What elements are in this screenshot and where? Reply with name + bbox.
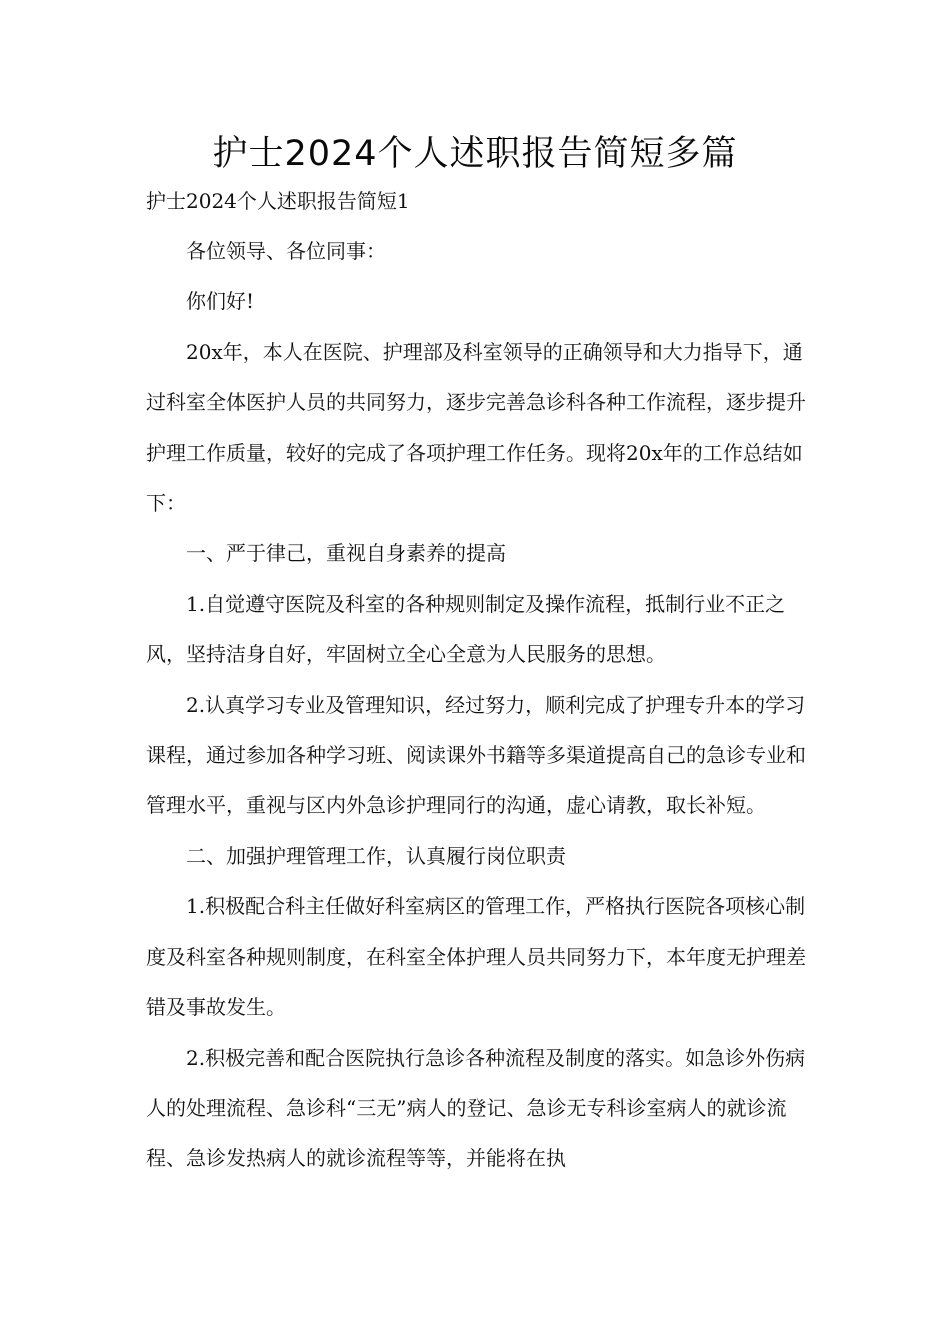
paragraph-item-2-1: 1.积极配合科主任做好科室病区的管理工作，严格执行医院各项核心制度及科室各种规则制度，在科室全体护理人员共同努力下，本年度无护理差错及事故发生。	[146, 894, 806, 1020]
section-subtitle: 护士2024个人述职报告简短1	[146, 189, 410, 213]
paragraph-greeting: 各位领导、各位同事：	[186, 239, 386, 263]
paragraph-item-1-1: 1.自觉遵守医院及科室的各种规则制定及操作流程，抵制行业不正之风，坚持洁身自好，牢固树立全心全意为人民服务的思想。	[146, 591, 786, 667]
paragraph-intro: 20x年，本人在医院、护理部及科室领导的正确领导和大力指导下，通过科室全体医护人员的共同努力，逐步完善急诊科各种工作流程，逐步提升护理工作质量，较好的完成了各项护理工作任务。现将20x年的工作总结如下：	[146, 339, 806, 516]
document-title: 护士2024个人述职报告简短多篇	[212, 134, 738, 174]
document-body	[146, 226, 822, 1184]
section-heading-2: 二、加强护理管理工作，认真履行岗位职责	[186, 843, 566, 868]
section-heading-1: 一、严于律己，重视自身素养的提高	[186, 541, 506, 566]
paragraph-item-1-2: 2.认真学习专业及管理知识，经过努力，顺利完成了护理专升本的学习课程，通过参加各种学习班、阅读课外书籍等多渠道提高自己的急诊专业和管理水平，重视与区内外急诊护理同行的沟通，虚心请教，取长补短。	[146, 692, 806, 818]
paragraph-salutation: 你们好!	[186, 289, 255, 314]
paragraph-item-2-2: 2.积极完善和配合医院执行急诊各种流程及制度的落实。如急诊外伤病人的处理流程、急诊科“三无”病人的登记、急诊无专科诊室病人的就诊流程、急诊发热病人的就诊流程等等，并能将在执	[146, 1045, 806, 1171]
